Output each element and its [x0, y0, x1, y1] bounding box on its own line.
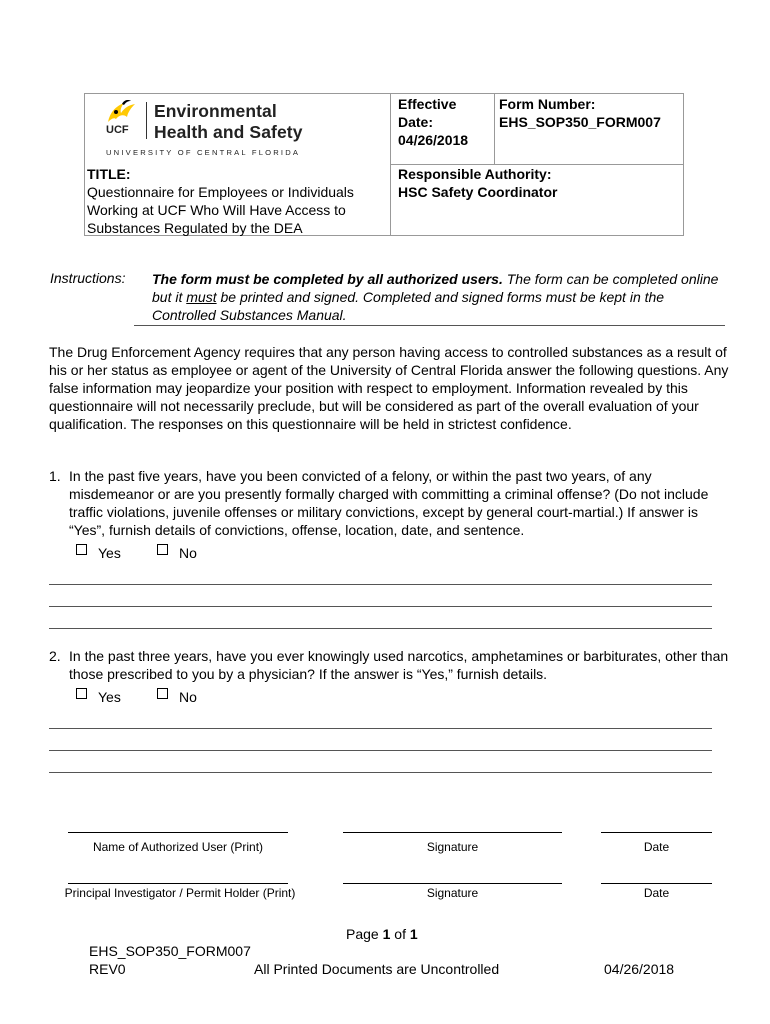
question-1: [49, 467, 729, 539]
page-number: 1: [382, 926, 391, 942]
question-text: In the past five years, have you been convicted of a felony, or within the past two years, of any misdemeanor or are you presently formally charged with committing a criminal offense? (Do not include traffic violations, juvenile offenses or military convictions, except by general court-martial.) If answer is “Yes”, furnish details of convictions, offense, location, date, and sentence.: [69, 468, 709, 538]
instructions-label: Instructions:: [50, 270, 126, 286]
question-number: 1.: [49, 468, 61, 484]
q1-answer-line[interactable]: [49, 584, 712, 585]
pi-signature-line[interactable]: [343, 883, 562, 884]
of-word: of: [394, 926, 406, 942]
page-indicator: [346, 926, 418, 942]
title-line: Working at UCF Who Will Have Access to: [87, 202, 346, 218]
title-cell: [87, 165, 354, 237]
question-2: [49, 647, 729, 683]
pi-signature-label: Signature: [426, 886, 479, 900]
title-label: TITLE:: [87, 166, 131, 182]
q1-no-label: No: [179, 545, 197, 561]
effective-date: 04/26/2018: [398, 132, 469, 148]
q2-answer-line[interactable]: [49, 728, 712, 729]
authorized-user-name-label: Name of Authorized User (Print): [92, 840, 264, 854]
effective-label: Effective: [398, 96, 457, 112]
q1-answer-line[interactable]: [49, 628, 712, 629]
instructions-part: be printed and signed. Completed and signed forms must be kept in the Controlled Substances Manual.: [152, 289, 665, 323]
form-number: EHS_SOP350_FORM007: [499, 114, 661, 130]
title-line: Questionnaire for Employees or Individuals: [87, 184, 354, 200]
authorized-user-date-line[interactable]: [601, 832, 712, 833]
effective-label: Date:: [398, 114, 434, 130]
form-number-cell: [499, 95, 661, 131]
footer-notice: All Printed Documents are Uncontrolled: [254, 961, 500, 977]
q2-yes-checkbox[interactable]: [76, 688, 87, 699]
authority-label: Responsible Authority:: [398, 166, 552, 182]
intro-paragraph: The Drug Enforcement Agency requires that any person having access to controlled substances as a result of his or her status as employee or agent of the University of Central Florida answer the following questions. Any false information may jeopardize your position with respect to employment. Information revealed by this questionnaire will not necessarily preclude, but will be considered as part of the overall evaluation of your qualification. The responses on this questionnaire will be held in strictest confidence.: [49, 344, 729, 432]
q2-answer-line[interactable]: [49, 750, 712, 751]
footer-form-id: EHS_SOP350_FORM007: [89, 943, 251, 959]
header-divider: [494, 94, 495, 164]
footer-revision: REV0: [89, 961, 126, 977]
question-text: In the past three years, have you ever knowingly used narcotics, amphetamines or barbiturates, other than those prescribed to you by a physician? If the answer is “Yes,” furnish details.: [69, 648, 729, 682]
authorized-user-date-label: Date: [643, 840, 670, 854]
logo-university: UNIVERSITY OF CENTRAL FLORIDA: [106, 148, 301, 157]
question-number: 2.: [49, 648, 61, 664]
page-word: Page: [346, 926, 379, 942]
instructions-rule: [134, 325, 725, 326]
pi-date-line[interactable]: [601, 883, 712, 884]
authorized-user-signature-line[interactable]: [343, 832, 562, 833]
q1-answer-line[interactable]: [49, 606, 712, 607]
authority-value: HSC Safety Coordinator: [398, 184, 558, 200]
instructions-text: [152, 270, 727, 324]
form-number-label: Form Number:: [499, 96, 596, 112]
footer-date: 04/26/2018: [604, 961, 675, 977]
authority-cell: [398, 165, 557, 201]
logo-name-line2: Health and Safety: [154, 122, 303, 142]
q1-yes-checkbox[interactable]: [76, 544, 87, 555]
page-total: 1: [409, 926, 418, 942]
instructions-bold: The form must be completed by all authorized users.: [152, 271, 503, 287]
authorized-user-name-line[interactable]: [68, 832, 288, 833]
q1-yes-label: Yes: [98, 545, 121, 561]
ucf-pegasus-logo-icon: [104, 98, 138, 124]
q2-no-label: No: [179, 689, 197, 705]
pi-name-line[interactable]: [68, 883, 288, 884]
pi-date-label: Date: [643, 886, 670, 900]
instructions-part: The form can be completed online but it: [152, 271, 719, 305]
title-line: Substances Regulated by the DEA: [87, 220, 303, 236]
effective-date-cell: [398, 95, 468, 149]
logo-ucf-text: UCF: [106, 124, 129, 136]
logo-separator: [146, 102, 147, 139]
instructions-underlined: must: [186, 289, 217, 305]
logo-name-line1: Environmental: [154, 101, 277, 121]
q2-answer-line[interactable]: [49, 772, 712, 773]
q2-no-checkbox[interactable]: [157, 688, 168, 699]
authorized-user-signature-label: Signature: [426, 840, 479, 854]
q1-no-checkbox[interactable]: [157, 544, 168, 555]
pi-name-label: Principal Investigator / Permit Holder (Print): [64, 886, 296, 900]
q2-yes-label: Yes: [98, 689, 121, 705]
